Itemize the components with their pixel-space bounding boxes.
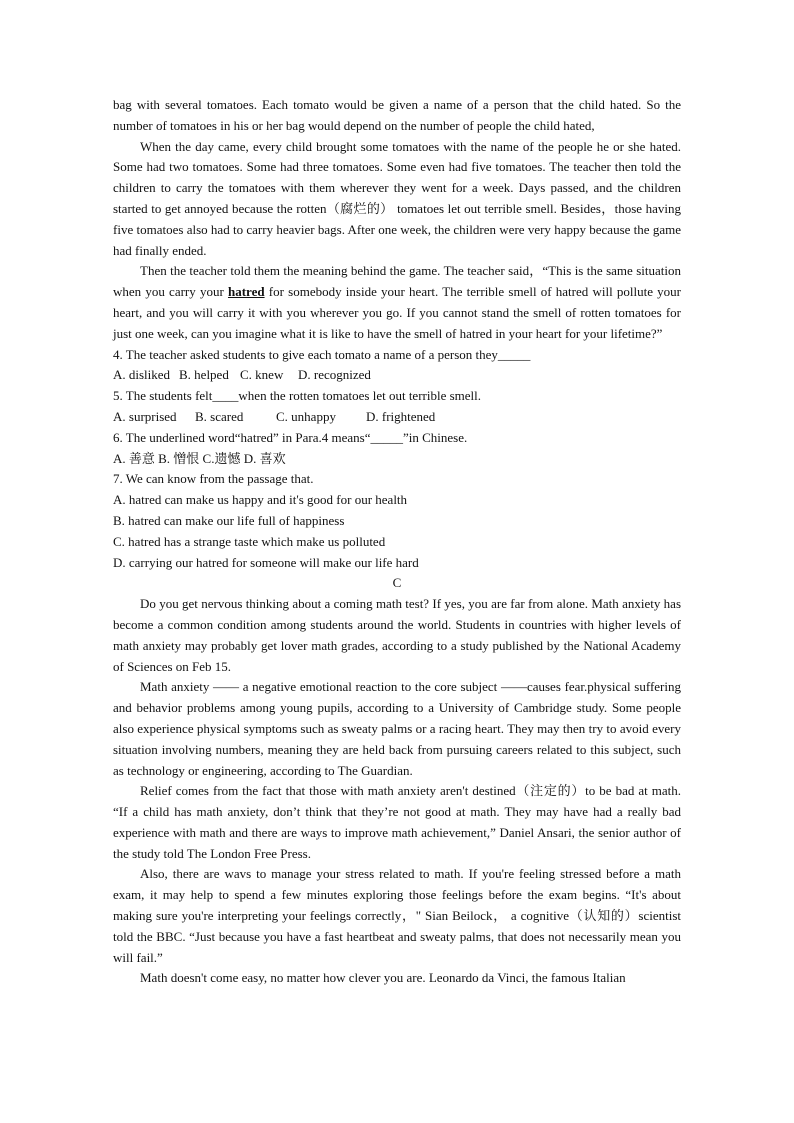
question-7-option-b: B. hatred can make our life full of happiness	[113, 512, 345, 528]
passage-b-paragraph-2: When the day came, every child brought some tomatoes with the name of the people he or she hated. Some had two tomatoes. Some had three tomatoes. Some even had five tomatoes. The teacher then told the children to carry the tomatoes with them wherever they went for a week. Days passed, and the children started to get annoyed because the rotten（腐烂的） tomatoes let out terrible smell. Besides，those having five tomatoes also had to carry heavier bags. After one week, the children were very happy because the game had finally ended.	[113, 138, 681, 258]
section-c-paragraph-1: Do you get nervous thinking about a coming math test? If yes, you are far from alone. Math anxiety has become a common condition among students around the world. Students in countries with higher levels of math anxiety may probably get lover math grades, according to a study published by the National Academy of Sciences on Feb 15.	[113, 596, 681, 674]
passage-b-paragraph-1: bag with several tomatoes. Each tomato would be given a name of a person that the child hated. So the number of tomatoes in his or her bag would depend on the number of people the child hated,	[113, 97, 681, 133]
question-5-stem: 5. The students felt____when the rotten tomatoes let out terrible smell.	[113, 388, 482, 404]
passage-b-paragraph-3	[113, 261, 681, 344]
question-7-option-c: C. hatred has a strange taste which make us polluted	[113, 533, 386, 549]
question-4-option-b: B. helped	[179, 367, 229, 383]
question-6-options: A. 善意 B. 憎恨 C.遗憾 D. 喜欢	[113, 450, 286, 466]
question-7-option-d: D. carrying our hatred for someone will make our life hard	[113, 554, 419, 570]
question-5-options	[113, 407, 681, 428]
question-4-stem: 4. The teacher asked students to give each tomato a name of a person they_____	[113, 346, 531, 362]
question-5-option-a: A. surprised	[113, 408, 177, 424]
question-5-option-c: C. unhappy	[276, 408, 336, 424]
section-c-paragraph-4: Also, there are wavs to manage your stress related to math. If you're feeling stressed before a math exam, it may help to spend a few minutes exploring those feelings before the exam begins. “It's about making sure you're interpreting your feelings correctly，" Sian Beilock， a cognitive（认知的）scientist told the BBC. “Just because you have a fast heartbeat and sweaty palms, that does not necessarily mean you will fail.”	[113, 866, 681, 965]
section-c-paragraph-5: Math doesn't come easy, no matter how clever you are. Leonardo da Vinci, the famous Italian	[140, 970, 626, 986]
paragraph-3-text-before: Then the teacher told them the meaning behind the game. The teacher said，“This is the same situation when you carry your	[113, 263, 681, 300]
section-c-paragraph-3: Relief comes from the fact that those with math anxiety aren't destined（注定的）to be bad at math. “If a child has math anxiety, don’t think that they’re not good at math. They may have had a really bad experience with math and there are ways to improve math achievement,” Daniel Ansari, the senior author of the study told The London Free Press.	[113, 783, 681, 861]
question-4-option-a: A. disliked	[113, 367, 171, 383]
section-c-paragraph-2: Math anxiety —— a negative emotional reaction to the core subject ——causes fear.physical suffering and behavior problems among young pupils, according to a University of Cambridge study. Some people also experience physical symptoms such as sweaty palms or a racing heart. They may then try to avoid every situation involving numbers, meaning they are held back from pursuing careers related to this subject, such as technology or engineering, according to The Guardian.	[113, 679, 681, 778]
question-5-option-b: B. scared	[195, 408, 244, 424]
question-4-option-c: C. knew	[240, 367, 284, 383]
section-c-heading: C	[392, 575, 402, 591]
underlined-word-hatred: hatred	[227, 284, 265, 300]
question-4-options	[113, 365, 681, 386]
document-page	[113, 95, 681, 989]
question-6-stem: 6. The underlined word“hatred” in Para.4 means“_____”in Chinese.	[113, 429, 468, 445]
question-4-option-d: D. recognized	[298, 367, 371, 383]
question-7-option-a: A. hatred can make us happy and it's good for our health	[113, 492, 408, 508]
question-5-option-d: D. frightened	[366, 408, 436, 424]
paragraph-3-text-after: for somebody inside your heart. The terrible smell of hatred will pollute your heart, and you will carry it with you wherever you go. If you cannot stand the smell of rotten tomatoes for just one week, can you imagine what it is like to have the smell of hatred in your heart for your lifetime?”	[113, 284, 682, 341]
question-7-stem: 7. We can know from the passage that.	[113, 471, 314, 487]
